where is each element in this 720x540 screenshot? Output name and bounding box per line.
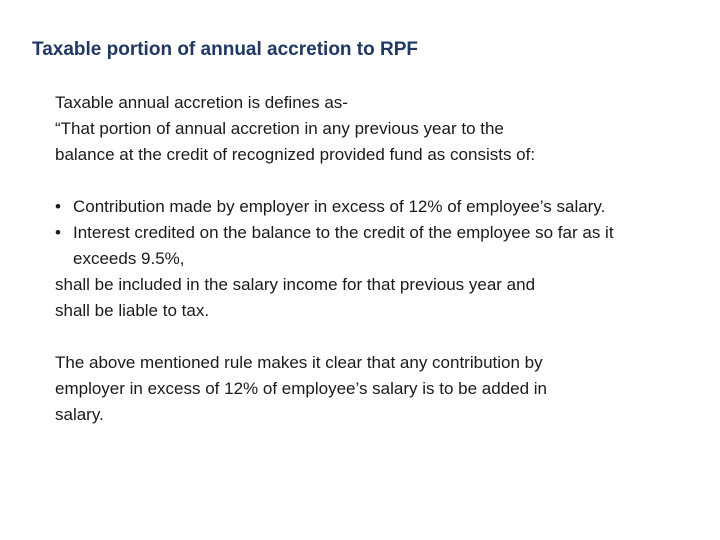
bullet-icon: • [55, 197, 61, 216]
bullet-text: Contribution made by employer in excess of 12% of employee’s salary. [73, 197, 606, 216]
bullet-item [55, 220, 679, 272]
intro-line: Taxable annual accretion is defines as- [55, 93, 348, 112]
conclusion-line: The above mentioned rule makes it clear that any contribution by [55, 353, 543, 372]
bullet-item [55, 194, 679, 220]
slide-body [55, 90, 695, 428]
bullet-list [55, 194, 695, 272]
slide-title: Taxable portion of annual accretion to RPF [32, 39, 419, 60]
after-bullets-line: shall be included in the salary income for that previous year and [55, 275, 536, 294]
intro-line: “That portion of annual accretion in any previous year to the [55, 119, 504, 138]
intro-line: balance at the credit of recognized provided fund as consists of: [55, 145, 536, 164]
paragraph-gap [55, 324, 695, 350]
bullet-text: Interest credited on the balance to the credit of the employee so far as it exceeds 9.5%, [73, 223, 614, 268]
after-bullets-line: shall be liable to tax. [55, 301, 210, 320]
bullet-icon: • [55, 223, 61, 242]
conclusion-line: salary. [55, 405, 104, 424]
conclusion-line: employer in excess of 12% of employee’s salary is to be added in [55, 379, 548, 398]
paragraph-gap [55, 168, 695, 194]
